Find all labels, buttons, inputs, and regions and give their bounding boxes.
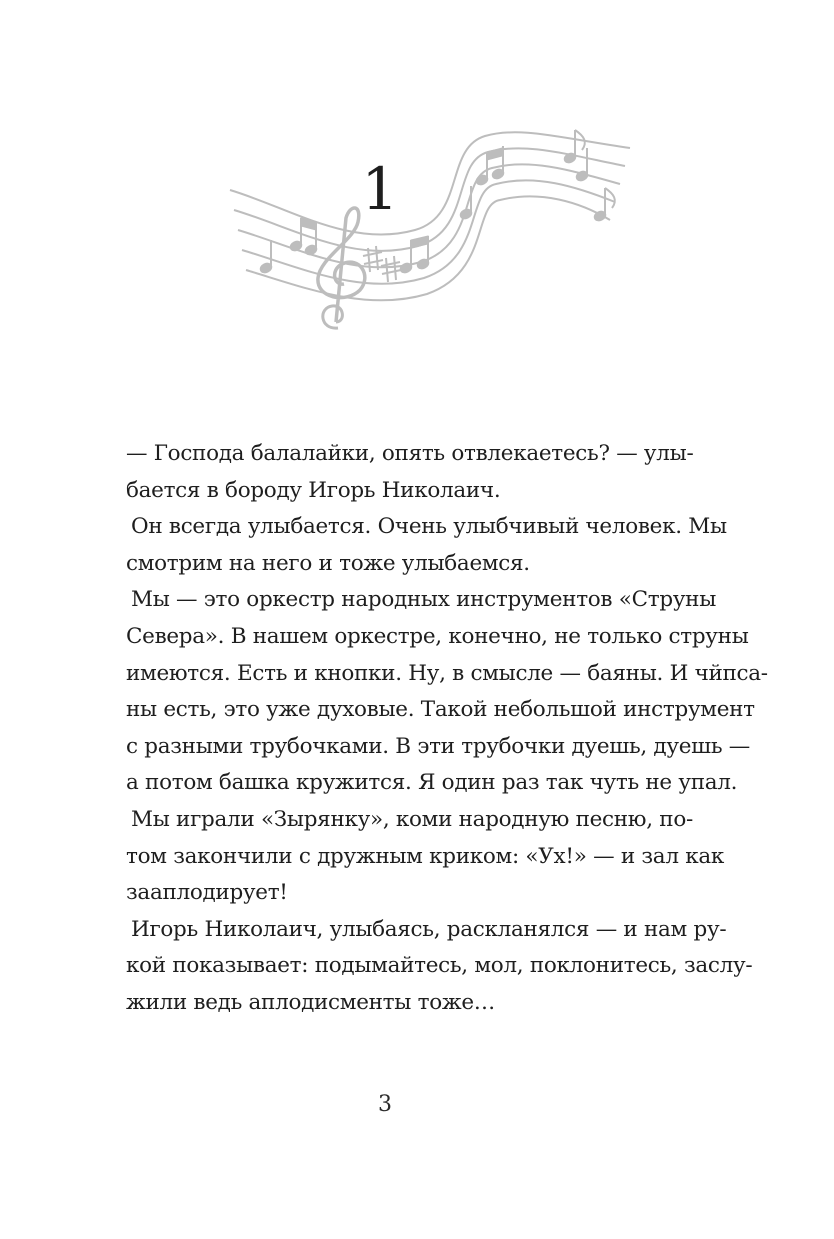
body-line: Севера». В нашем оркестре, конечно, не только струны	[126, 623, 749, 649]
chapter-body	[126, 436, 768, 1022]
body-line: Он всегда улыбается. Очень улыбчивый человек. Мы	[131, 514, 727, 540]
body-line: Игорь Николаич, улыбаясь, раскланялся — и нам ру-	[131, 916, 727, 942]
body-line: том закончили с дружным криком: «Ух!» — и зал как	[126, 843, 725, 869]
body-line: кой показывает: подымайтесь, мол, поклонитесь, заслу-	[126, 953, 753, 979]
body-line: — Господа балалайки, опять отвлекаетесь? — улы-	[126, 441, 694, 466]
body-line: а потом башка кружится. Я один раз так чуть не упал.	[126, 770, 738, 796]
body-line: бается в бороду Игорь Николаич.	[126, 477, 501, 503]
chapter-number: 1	[361, 155, 399, 223]
page-number: 3	[378, 1092, 392, 1117]
body-line: ны есть, это уже духовые. Такой небольшой инструмент	[126, 697, 755, 723]
body-line: Мы — это оркестр народных инструментов «Струны	[131, 587, 717, 613]
body-line: зааплодирует!	[126, 880, 288, 906]
body-line: имеются. Есть и кнопки. Ну, в смысле — баяны. И чйпса-	[126, 660, 768, 686]
body-line: Мы играли «Зырянку», коми народную песню, по-	[131, 806, 693, 832]
body-line: жили ведь аплодисменты тоже…	[126, 989, 495, 1015]
body-line: смотрим на него и тоже улыбаемся.	[126, 550, 530, 576]
music-staff-ornament-icon	[220, 118, 640, 338]
body-line: с разными трубочками. В эти трубочки дуешь, дуешь —	[126, 733, 750, 759]
